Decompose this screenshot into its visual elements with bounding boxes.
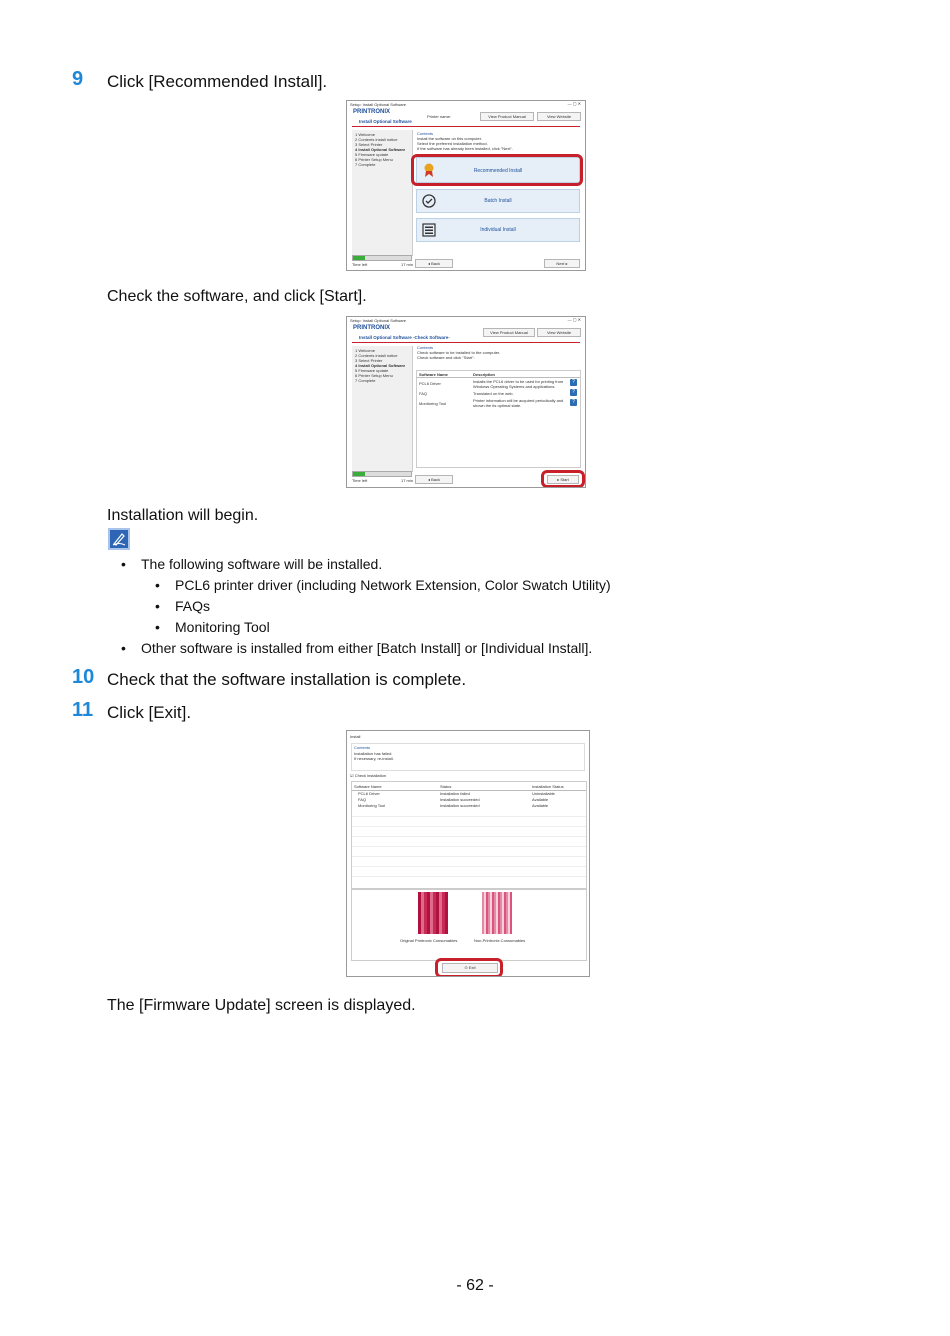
back-button[interactable]: ◂ Back bbox=[415, 475, 453, 484]
recommended-install-button[interactable]: Recommended Install bbox=[416, 157, 580, 183]
table-row-name: FAQ bbox=[358, 797, 367, 802]
help-icon[interactable]: ? bbox=[570, 379, 577, 386]
step-number-10: 10 bbox=[72, 666, 95, 688]
highlight-ring bbox=[541, 470, 585, 488]
sidebar-item: 2 Contents install notice bbox=[355, 137, 398, 142]
table-row-status: Installation succeeded bbox=[440, 797, 480, 802]
step-number-9: 9 bbox=[72, 68, 84, 90]
table-row-inst: Available bbox=[532, 803, 549, 808]
desc-line: Check software to be installed to the computer. bbox=[417, 350, 501, 355]
desc-line: If the software has already been installed, click "Next". bbox=[417, 146, 513, 151]
sidebar-item: 6 Printer Setup Menu bbox=[355, 373, 393, 378]
table-row-name: Monitoring Tool bbox=[358, 803, 386, 808]
image-caption: Non-Printronix Consumables bbox=[474, 938, 526, 943]
check-installation-checkbox[interactable]: ☑ Check installation bbox=[350, 773, 387, 778]
note-bullet: • The following software will be installed. bbox=[121, 556, 383, 572]
time-left-label: Time left bbox=[352, 262, 368, 267]
page-number: - 62 - bbox=[456, 1277, 494, 1294]
paragraph-install-begin: Installation will begin. bbox=[107, 507, 259, 524]
note-sub-bullet: • FAQs bbox=[155, 598, 211, 614]
help-icon[interactable]: ? bbox=[570, 399, 577, 406]
message-line: If necessary, re-install. bbox=[354, 756, 394, 761]
desc-line: Check software and click "Start". bbox=[417, 355, 475, 360]
window-controls-icon: — ▢ ✕ bbox=[567, 317, 581, 322]
table-row-name: FAQ bbox=[419, 391, 428, 396]
table-row-status: Installation failed bbox=[440, 791, 470, 796]
sidebar-item: 5 Firmware update bbox=[355, 152, 389, 157]
highlight-ring bbox=[411, 154, 583, 186]
table-row-status: Installation succeeded bbox=[440, 803, 480, 808]
table-row-name: PCL6 Driver bbox=[358, 791, 380, 796]
section-title: Contents bbox=[354, 745, 371, 750]
table-row-desc: Translated on the web. bbox=[473, 391, 514, 396]
window-controls-icon: — ▢ ✕ bbox=[567, 101, 581, 106]
column-header: Installation Status bbox=[532, 784, 564, 789]
brand-logo: PRINTRONIX bbox=[353, 325, 391, 331]
column-header: Software Name bbox=[419, 372, 448, 377]
highlight-ring bbox=[435, 958, 503, 977]
install-status-table bbox=[351, 781, 587, 889]
table-row-name: PCL6 Driver bbox=[419, 381, 441, 386]
screenshot-install-complete bbox=[346, 730, 590, 977]
step-text-10: Check that the software installation is complete. bbox=[107, 670, 467, 689]
sidebar-item: 1 Welcome bbox=[355, 132, 375, 137]
section-title: Contents bbox=[417, 131, 434, 136]
table-row-desc: Installs the PCL6 driver to be used for printing from Windows Operating Systems and applications. bbox=[473, 379, 564, 389]
view-manual-button[interactable]: View Product Manual bbox=[483, 328, 535, 337]
screen-subtitle: Install Optional Software -Check Software- bbox=[359, 335, 450, 340]
sidebar-item: 5 Firmware update bbox=[355, 368, 389, 373]
section-title: Contents bbox=[417, 345, 434, 350]
progress-bar bbox=[352, 471, 412, 477]
view-website-button[interactable]: View Website bbox=[537, 328, 581, 337]
column-header: Description bbox=[473, 372, 496, 377]
paragraph-check-software: Check the software, and click [Start]. bbox=[107, 288, 367, 305]
sidebar-item: 1 Welcome bbox=[355, 348, 375, 353]
sidebar-item: 6 Printer Setup Menu bbox=[355, 157, 393, 162]
table-row-desc: Printer information will be acquired periodically and shown the its optimal state. bbox=[473, 398, 564, 408]
exit-button[interactable]: ⊙ Exit bbox=[442, 963, 498, 973]
time-left-label: Time left bbox=[352, 478, 368, 483]
help-icon[interactable]: ? bbox=[570, 389, 577, 396]
time-left-value: 17 min bbox=[401, 478, 414, 483]
sidebar-item-current: 4 Install Optional Software bbox=[355, 363, 406, 368]
sidebar-item: 3 Select Printer bbox=[355, 142, 383, 147]
step-text-11: Click [Exit]. bbox=[107, 703, 192, 722]
sidebar-item: 2 Contents install notice bbox=[355, 353, 398, 358]
non-printronix-consumables-image bbox=[482, 892, 512, 934]
table-row-inst: Available bbox=[532, 797, 549, 802]
message-box bbox=[351, 743, 585, 771]
column-header: Software Name bbox=[354, 784, 382, 789]
paragraph-firmware: The [Firmware Update] screen is displayed. bbox=[107, 997, 416, 1014]
back-button[interactable]: ◂ Back bbox=[415, 259, 453, 268]
step-text-9: Click [Recommended Install]. bbox=[107, 72, 328, 91]
window-title: Setup: Install Optional Software bbox=[350, 318, 407, 323]
sidebar-item-current: 4 Install Optional Software bbox=[355, 147, 406, 152]
window-title: Install bbox=[350, 734, 361, 739]
column-header: Status bbox=[440, 784, 452, 789]
view-website-button[interactable]: View Website bbox=[537, 112, 581, 121]
software-table bbox=[416, 370, 581, 468]
consumables-panel bbox=[351, 889, 587, 961]
sidebar bbox=[352, 346, 413, 472]
time-left-value: 17 min bbox=[401, 262, 414, 267]
screen-subtitle: Install Optional Software bbox=[359, 119, 412, 124]
screenshot-check-software bbox=[346, 316, 586, 488]
message-line: Installation has failed. bbox=[354, 751, 393, 756]
brand-logo: PRINTRONIX bbox=[353, 109, 391, 115]
view-manual-button[interactable]: View Product Manual bbox=[480, 112, 534, 121]
batch-install-button[interactable]: Batch Install bbox=[416, 189, 580, 213]
original-consumables-image bbox=[418, 892, 448, 934]
note-pen-icon bbox=[108, 528, 130, 550]
table-row-inst: Uninstallable bbox=[532, 791, 555, 796]
start-button[interactable]: ▸ Start bbox=[547, 475, 579, 484]
sidebar-item: 7 Complete bbox=[355, 162, 376, 167]
note-sub-bullet: • Monitoring Tool bbox=[155, 619, 270, 635]
screenshot-recommended-install bbox=[346, 100, 586, 271]
note-bullet: • Other software is installed from either [Batch Install] or [Individual Install]. bbox=[121, 640, 593, 656]
note-sub-bullet: • PCL6 printer driver (including Network Extension, Color Swatch Utility) bbox=[155, 577, 611, 593]
desc-line: Select the preferred installation method. bbox=[417, 141, 488, 146]
individual-install-button[interactable]: Individual Install bbox=[416, 218, 580, 242]
step-number-11: 11 bbox=[72, 699, 94, 721]
progress-bar bbox=[352, 255, 412, 261]
image-caption: Original Printronix Consumables bbox=[400, 938, 458, 943]
sidebar bbox=[352, 130, 413, 256]
printer-label: Printer name: bbox=[427, 114, 452, 119]
table-row-name: Monitoring Tool bbox=[419, 401, 447, 406]
sidebar-item: 3 Select Printer bbox=[355, 358, 383, 363]
window-title: Setup: Install Optional Software bbox=[350, 102, 407, 107]
desc-line: Install the software on this computer. bbox=[417, 136, 482, 141]
sidebar-item: 7 Complete bbox=[355, 378, 376, 383]
next-button[interactable]: Next ▸ bbox=[544, 259, 580, 268]
